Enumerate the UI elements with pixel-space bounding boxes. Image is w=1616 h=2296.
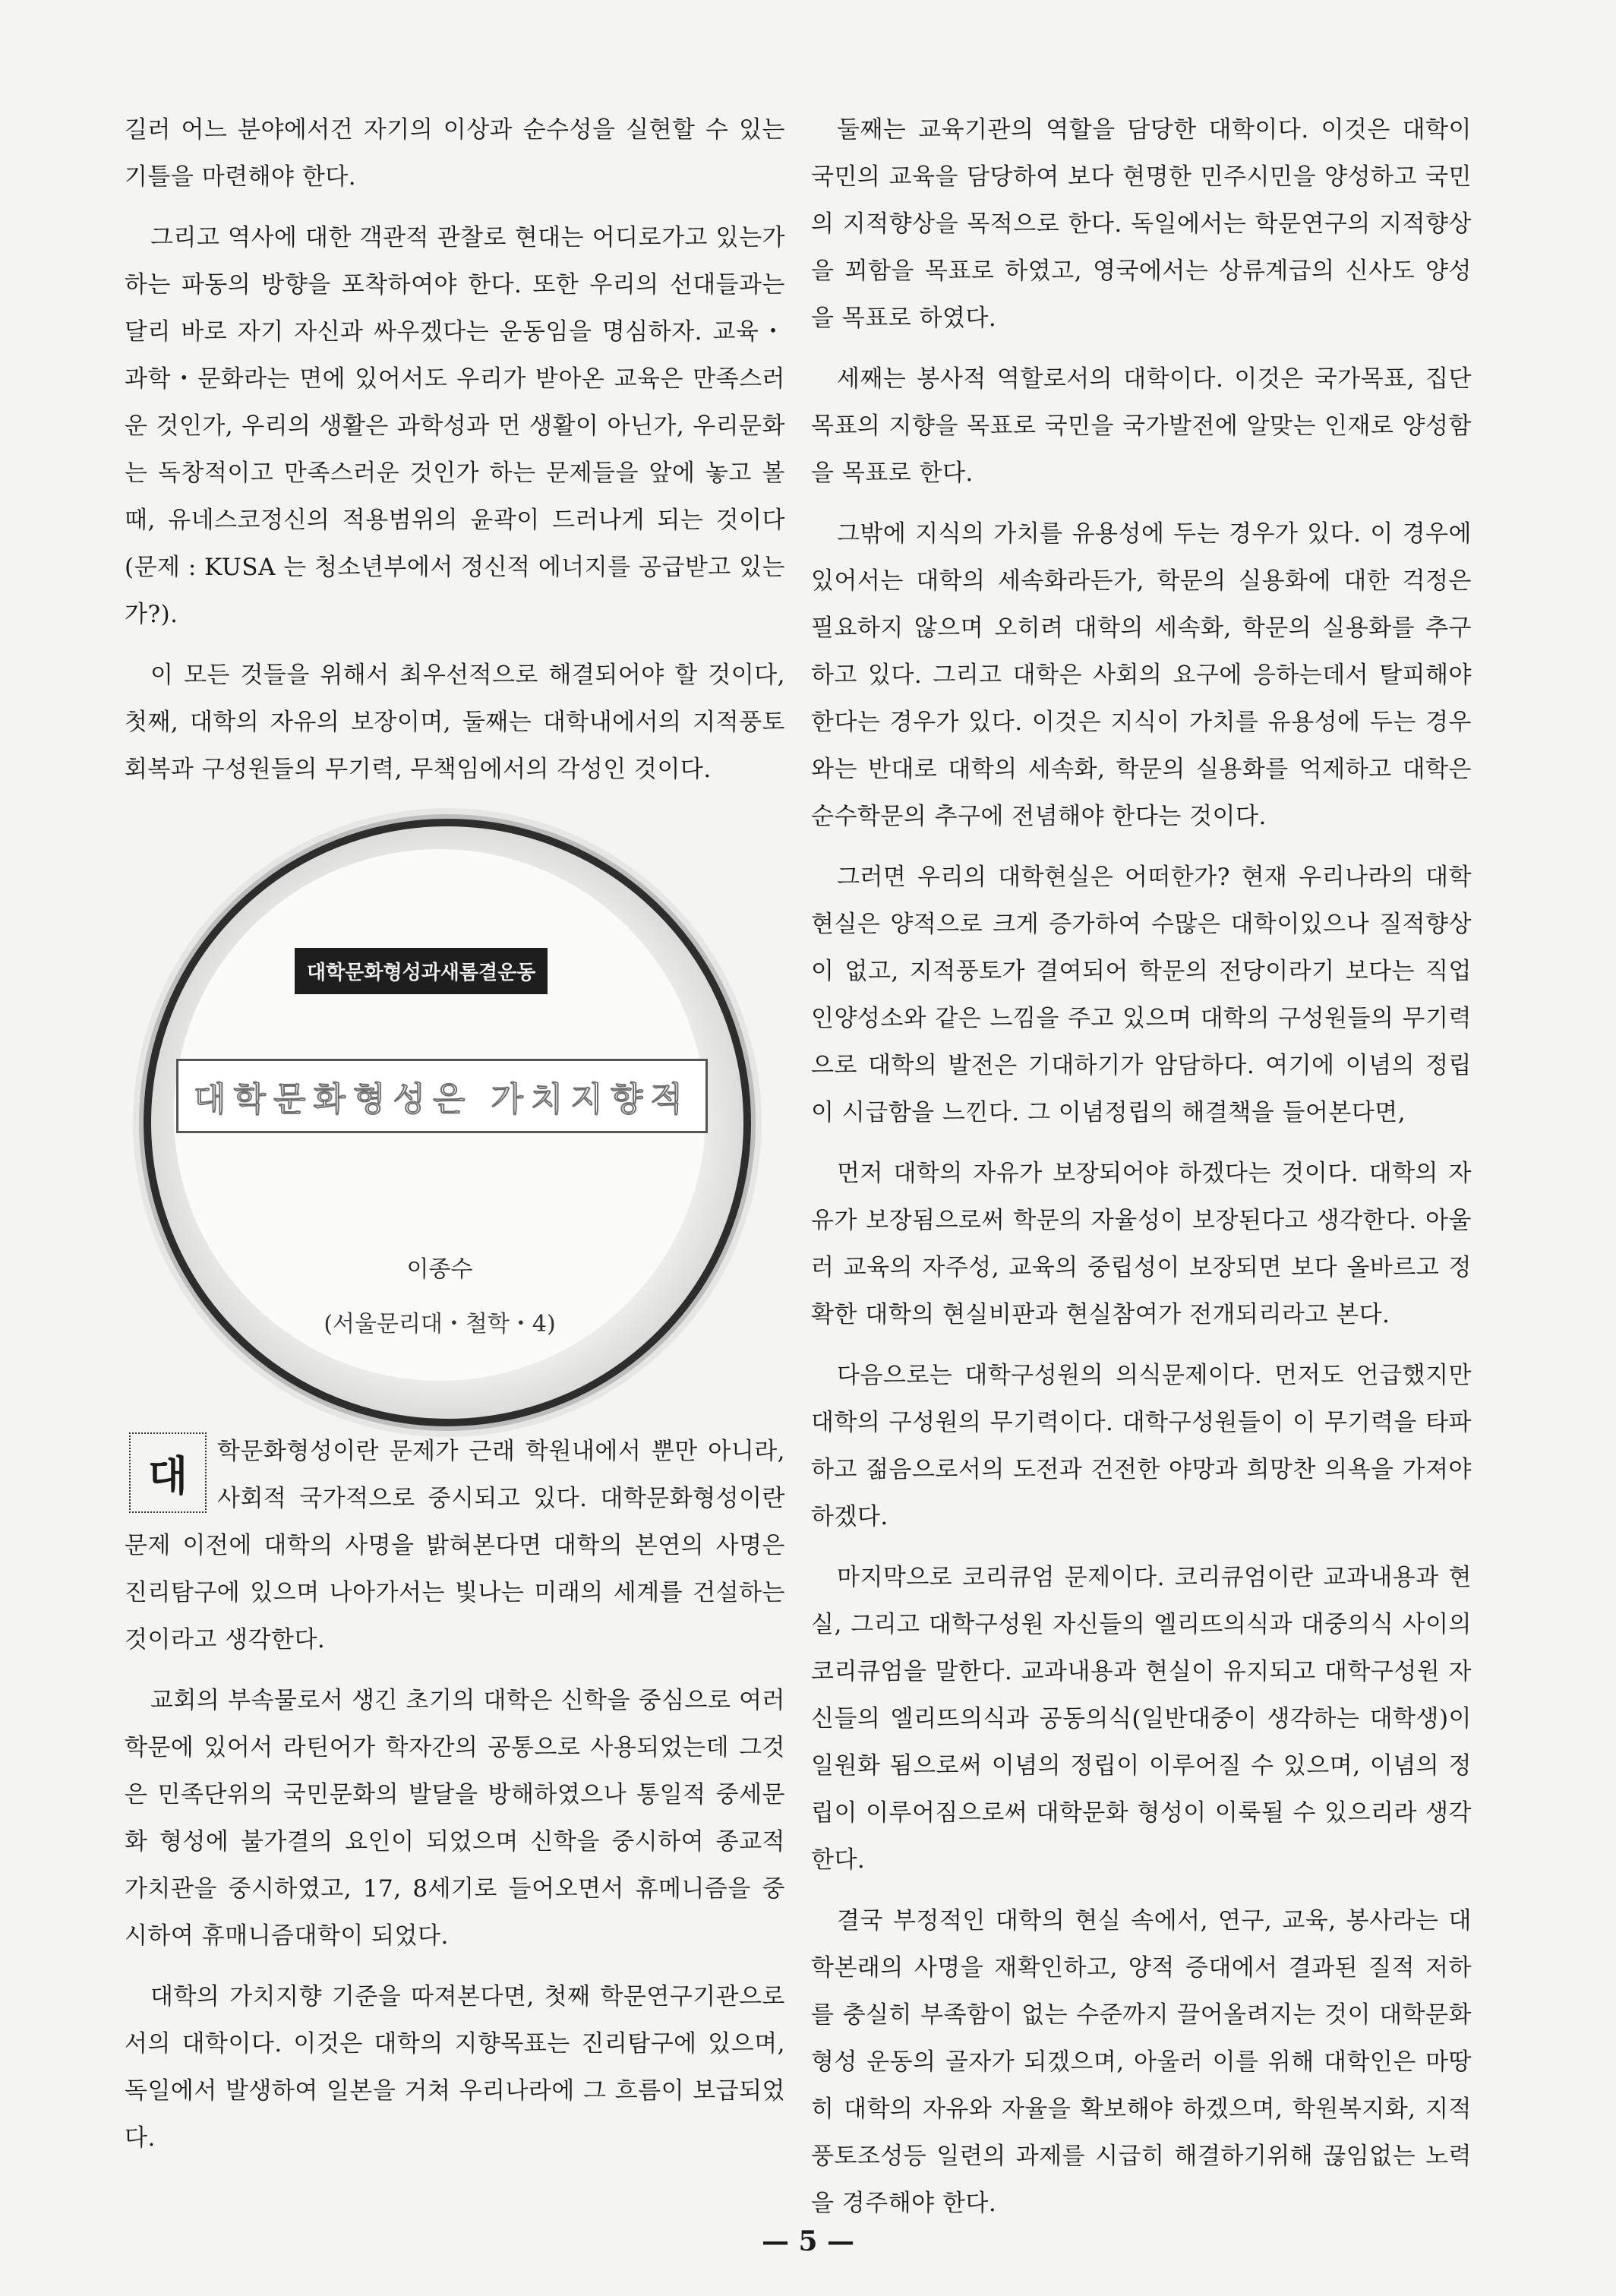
left-column-top <box>125 106 785 807</box>
paragraph: 그리고 역사에 대한 객관적 관찰로 현대는 어디로가고 있는가 하는 파동의 방향을 포착하여야 한다. 또한 우리의 선대들과는 달리 바로 자기 자신과 싸우겠다는 운동임을 명심하자. 교육・과학・문화라는 면에 있어서도 우리가 받아온 교육은 만족스러운 것인가, 우리의 생활은 과학성과 먼 생활이 아닌가, 우리문화는 독창적이고 만족스러운 것인가 하는 문제들을 앞에 놓고 볼 때, 유네스코정신의 적용범위의 윤곽이 드러나게 되는 것이다(문제 : KUSA 는 청소년부에서 정신적 에너지를 공급받고 있는가?). <box>125 224 785 628</box>
paragraph: 세째는 봉사적 역할로서의 대학이다. 이것은 국가목표, 집단목표의 지향을 목표로 국민을 국가발전에 알맞는 인재로 양성함을 목표로 한다. <box>811 365 1472 487</box>
article-title: 대학문화형성은 가치지향적 <box>193 1080 691 1119</box>
paragraph: 마지막으로 코리큐엄 문제이다. 코리큐엄이란 교과내용과 현실, 그리고 대학구성원 자신들의 엘리뜨의식과 대중의식 사이의 코리큐엄을 말한다. 교과내용과 현실이 유지되고 대학구성원 자신들의 엘리뜨의식과 공동의식(일반대중이 생각하는 대학생)이 일원화 됨으로써 이념의 정립이 이루어질 수 있으며, 이념의 정립이 이루어짐으로써 대학문화 형성이 이룩될 수 있으리라 생각한다. <box>811 1564 1472 1874</box>
paragraph: 길러 어느 분야에서건 자기의 이상과 순수성을 실현할 수 있는 기틀을 마련해야 한다. <box>125 116 785 191</box>
paragraph: 그밖에 지식의 가치를 유용성에 두는 경우가 있다. 이 경우에 있어서는 대학의 세속화라든가, 학문의 실용화에 대한 걱정은 필요하지 않으며 오히려 대학의 세속화, 학문의 실용화를 추구하고 있다. 그리고 대학은 사회의 요구에 응하는데서 탈피해야 한다는 경우가 있다. 이것은 지식이 가치를 유용성에 두는 경우와는 반대로 대학의 세속화, 학문의 실용화를 억제하고 대학은 순수학문의 추구에 전념해야 한다는 것이다. <box>811 520 1472 830</box>
paragraph: 대학의 가치지향 기준을 따져본다면, 첫째 학문연구기관으로서의 대학이다. 이것은 대학의 지향목표는 진리탐구에 있으며, 독일에서 발생하여 일본을 거쳐 우리나라에 그 흐름이 보급되었다. <box>125 1983 785 2152</box>
paragraph: 그러면 우리의 대학현실은 어떠한가? 현재 우리나라의 대학현실은 양적으로 크게 증가하여 수많은 대학이있으나 질적향상이 없고, 지적풍토가 결여되어 학문의 전당이라기 보다는 직업인양성소와 같은 느낌을 주고 있으며 대학의 구성원들의 무기력으로 대학의 발전은 기대하기가 암담하다. 여기에 이념의 정립이 시급함을 느낀다. 그 이념정립의 해결책을 들어본다면, <box>811 864 1472 1126</box>
paragraph: 둘째는 교육기관의 역할을 담당한 대학이다. 이것은 대학이 국민의 교육을 담당하여 보다 현명한 민주시민을 양성하고 국민의 지적향상을 목적으로 한다. 독일에서는 학문연구의 지적향상을 꾀함을 목표로 하였고, 영국에서는 상류계급의 신사도 양성을 목표로 하였다. <box>811 116 1472 332</box>
paragraph: 결국 부정적인 대학의 현실 속에서, 연구, 교육, 봉사라는 대학본래의 사명을 재확인하고, 양적 증대에서 결과된 질적 저하를 충실히 부족함이 없는 수준까지 끌어올려지는 것이 대학문화형성 운동의 골자가 되겠으며, 아울러 이를 위해 대학인은 마땅히 대학의 자유와 자율을 확보해야 하겠으며, 학원복지화, 지적풍토조성등 일련의 과제를 시급히 해결하기위해 끊임없는 노력을 경주해야 한다. <box>811 1907 1472 2217</box>
paragraph: 교회의 부속물로서 생긴 초기의 대학은 신학을 중심으로 여러 학문에 있어서 라틴어가 학자간의 공통으로 사용되었는데 그것은 민족단위의 국민문화의 발달을 방해하였으나 통일적 중세문화 형성에 불가결의 요인이 되었으며 신학을 중시하여 종교적 가치관을 중시하였고, 17, 8세기로 들어오면서 휴메니즘을 중시하여 휴매니즘대학이 되었다. <box>125 1687 785 1950</box>
left-column-bottom <box>125 1428 785 2175</box>
page-number: — 5 — <box>761 2225 855 2257</box>
paragraph: 다음으로는 대학구성원의 의식문제이다. 먼저도 언급했지만 대학의 구성원의 무기력이다. 대학구성원들이 이 무기력을 타파하고 젊음으로서의 도전과 건전한 야망과 희망찬 의욕을 가져야 하겠다. <box>811 1362 1472 1530</box>
drop-cap: 대 <box>129 1432 207 1513</box>
author-affiliation: (서울문리대・철학・4) <box>324 1311 556 1337</box>
author-name: 이종수 <box>406 1256 473 1283</box>
article-title-box <box>176 1059 708 1133</box>
paragraph: 먼저 대학의 자유가 보장되어야 하겠다는 것이다. 대학의 자유가 보장됨으로써 학문의 자율성이 보장된다고 생각한다. 아울러 교육의 자주성, 교육의 중립성이 보장되면 보다 올바르고 정확한 대학의 현실비판과 현실참여가 전개되리라고 본다. <box>811 1160 1472 1328</box>
paragraph: 이 모든 것들을 위해서 최우선적으로 해결되어야 할 것이다, 첫째, 대학의 자유의 보장이며, 둘째는 대학내에서의 지적풍토 회복과 구성원들의 무기력, 무책임에서의 각성인 것이다. <box>125 662 785 783</box>
series-label: 대학문화형성과새롬결운동 <box>295 948 548 994</box>
paragraph: 학문화형성이란 문제가 근래 학원내에서 뿐만 아니라, 사회적 국가적으로 중시되고 있다. 대학문화형성이란 문제 이전에 대학의 사명을 밝혀본다면 대학의 본연의 사명은 진리탐구에 있으며 나아가서는 빛나는 미래의 세계를 건설하는 것이라고 생각한다. <box>125 1438 785 1653</box>
right-column <box>811 106 1472 2241</box>
article-title-block <box>125 819 755 1411</box>
